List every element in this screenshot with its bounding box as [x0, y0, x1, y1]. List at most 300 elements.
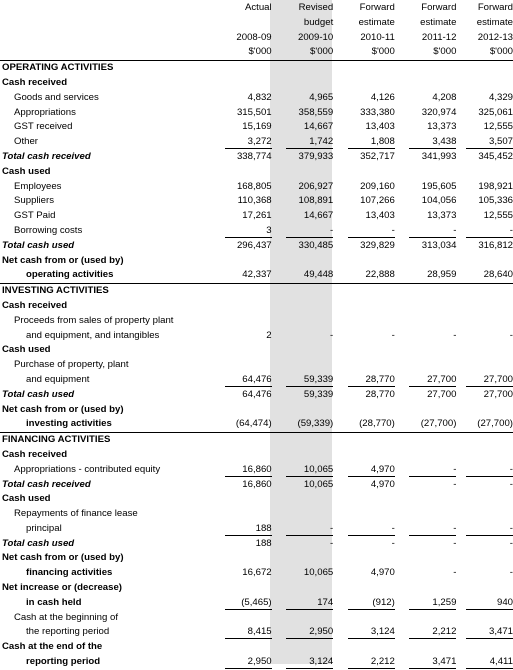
- cell-value: 195,605: [421, 180, 457, 192]
- cell-value: (64,474): [235, 418, 272, 430]
- value-cell: [210, 522, 272, 537]
- cell-value: 13,373: [427, 121, 457, 133]
- cell-value: 4,329: [488, 91, 513, 103]
- value-cell: [333, 299, 395, 314]
- value-cell: [333, 284, 395, 299]
- value-cell: [210, 581, 272, 596]
- cell-value: 940: [466, 596, 513, 610]
- value-cell: [456, 448, 513, 463]
- value-cell: [210, 388, 272, 403]
- value-cell: [395, 180, 457, 195]
- table-row: [0, 655, 513, 670]
- value-cell: [272, 566, 334, 581]
- cell-value: 325,061: [478, 106, 513, 118]
- cell-value: -: [453, 567, 457, 579]
- value-cell: [395, 224, 457, 239]
- value-cell: [333, 329, 395, 344]
- cell-value: -: [409, 224, 456, 238]
- table-row: [0, 180, 513, 195]
- cell-value: 107,266: [360, 195, 395, 207]
- value-cell: [395, 433, 457, 448]
- cell-value: 3: [225, 224, 272, 238]
- value-cell: [333, 403, 395, 418]
- cell-value: -: [466, 224, 513, 238]
- cell-value: 315,501: [236, 106, 272, 118]
- cell-value: 4,411: [466, 655, 513, 669]
- cell-value: 4,970: [370, 478, 395, 490]
- row-label: Employees: [14, 180, 62, 192]
- table-row: [0, 299, 513, 314]
- column-header-line2: [210, 16, 272, 31]
- value-cell: [272, 314, 334, 329]
- table-row: [0, 417, 513, 432]
- header-spacer: [0, 31, 210, 46]
- header-row: [0, 16, 513, 31]
- cell-value: (27,700): [477, 418, 513, 430]
- value-cell: [272, 61, 334, 76]
- cell-value: -: [509, 329, 513, 341]
- value-cell: [272, 551, 334, 566]
- value-cell: [333, 463, 395, 478]
- value-cell: [395, 463, 457, 478]
- cell-value: 3,507: [466, 135, 513, 149]
- table-row: [0, 106, 513, 121]
- table-row: [0, 135, 513, 150]
- value-cell: [272, 403, 334, 418]
- value-cell: [456, 492, 513, 507]
- value-cell: [272, 655, 334, 670]
- value-cell: [395, 581, 457, 596]
- cell-value: 2,950: [286, 625, 333, 639]
- value-cell: [456, 358, 513, 373]
- table-row: [0, 165, 513, 180]
- value-cell: [272, 417, 334, 432]
- table-row: [0, 581, 513, 596]
- column-header-line3: 2012-13: [477, 31, 513, 43]
- row-label: in cash held: [26, 596, 82, 608]
- value-cell: [456, 254, 513, 269]
- cell-value: 13,403: [365, 121, 395, 133]
- cell-value: 3,471: [409, 655, 456, 669]
- cell-value: 14,667: [303, 121, 334, 133]
- value-cell: [456, 551, 513, 566]
- cell-value: 28,770: [365, 388, 395, 400]
- row-label: Purchase of property, plant: [14, 359, 129, 371]
- table-row: [0, 150, 513, 165]
- table-row: [0, 194, 513, 209]
- cell-value: -: [453, 329, 457, 341]
- row-label: Goods and services: [14, 91, 99, 103]
- value-cell: [210, 640, 272, 655]
- value-cell: [395, 417, 457, 432]
- value-cell: [333, 194, 395, 209]
- cell-value: 174: [286, 596, 333, 610]
- value-cell: [272, 492, 334, 507]
- cell-value: -: [286, 522, 333, 536]
- value-cell: [333, 91, 395, 106]
- value-cell: [333, 537, 395, 552]
- value-cell: [456, 433, 513, 448]
- value-cell: [456, 106, 513, 121]
- header-spacer: [0, 45, 210, 60]
- cell-value: (5,465): [225, 596, 272, 610]
- cell-value: 64,476: [225, 373, 272, 387]
- cell-value: 338,774: [236, 150, 272, 162]
- row-label: and equipment: [26, 373, 90, 385]
- cell-value: 341,993: [421, 150, 457, 162]
- cell-value: 1,742: [286, 135, 333, 149]
- value-cell: [210, 135, 272, 150]
- value-cell: [456, 61, 513, 76]
- value-cell: [210, 507, 272, 522]
- value-cell: [395, 373, 457, 388]
- cell-value: 2: [266, 329, 272, 341]
- column-headers: [0, 1, 513, 61]
- value-cell: [333, 388, 395, 403]
- value-cell: [210, 596, 272, 611]
- cell-value: 13,373: [427, 210, 457, 222]
- value-cell: [456, 522, 513, 537]
- value-cell: [210, 625, 272, 640]
- value-cell: [333, 522, 395, 537]
- value-cell: [272, 388, 334, 403]
- value-cell: [210, 492, 272, 507]
- value-cell: [333, 551, 395, 566]
- cell-value: -: [466, 463, 513, 477]
- row-label: Cash used: [2, 165, 51, 177]
- row-label: GST received: [14, 121, 73, 133]
- value-cell: [272, 150, 334, 165]
- cell-value: 333,380: [360, 106, 395, 118]
- cell-value: 16,860: [225, 463, 272, 477]
- cell-value: -: [509, 567, 513, 579]
- row-label: Total cash used: [2, 537, 75, 549]
- value-cell: [272, 76, 334, 91]
- value-cell: [272, 625, 334, 640]
- value-cell: [395, 254, 457, 269]
- value-cell: [456, 329, 513, 344]
- row-label: Repayments of finance lease: [14, 508, 138, 520]
- column-header-line1: Revised: [298, 2, 334, 13]
- cell-value: 188: [225, 522, 272, 536]
- column-header-line2: estimate: [358, 16, 395, 28]
- table-row: [0, 91, 513, 106]
- row-label: Total cash received: [2, 150, 91, 162]
- value-cell: [395, 299, 457, 314]
- value-cell: [210, 433, 272, 448]
- table-row: [0, 76, 513, 91]
- value-cell: [395, 537, 457, 552]
- row-label: Cash at the end of the: [2, 641, 103, 653]
- value-cell: [456, 640, 513, 655]
- cell-value: 2,212: [409, 625, 456, 639]
- cell-value: 345,452: [478, 150, 513, 162]
- cell-value: 12,555: [483, 210, 513, 222]
- value-cell: [210, 150, 272, 165]
- value-cell: [333, 448, 395, 463]
- cell-value: 16,860: [242, 478, 272, 490]
- value-cell: [272, 433, 334, 448]
- value-cell: [333, 165, 395, 180]
- table-row: [0, 268, 513, 283]
- value-cell: [395, 268, 457, 283]
- value-cell: [333, 239, 395, 254]
- value-cell: [210, 224, 272, 239]
- value-cell: [395, 150, 457, 165]
- cell-value: 316,812: [478, 239, 513, 251]
- value-cell: [395, 448, 457, 463]
- cell-value: 49,448: [303, 269, 334, 281]
- cell-value: -: [453, 478, 457, 490]
- cell-value: 320,974: [421, 106, 457, 118]
- cell-value: 12,555: [483, 121, 513, 133]
- cell-value: 209,160: [360, 180, 395, 192]
- value-cell: [456, 150, 513, 165]
- value-cell: [272, 522, 334, 537]
- value-cell: [456, 566, 513, 581]
- cell-value: 3,438: [409, 135, 456, 149]
- table-row: [0, 388, 513, 403]
- value-cell: [210, 343, 272, 358]
- value-cell: [395, 522, 457, 537]
- cell-value: 1,808: [348, 135, 395, 149]
- value-cell: [210, 463, 272, 478]
- row-label: Total cash received: [2, 478, 91, 490]
- value-cell: [395, 61, 457, 76]
- table-row: [0, 566, 513, 581]
- cell-value: 59,339: [303, 388, 334, 400]
- value-cell: [395, 239, 457, 254]
- cell-value: 4,970: [370, 567, 395, 579]
- row-label: Proceeds from sales of property plant: [14, 314, 174, 326]
- value-cell: [333, 417, 395, 432]
- cell-value: 27,700: [409, 373, 456, 387]
- cell-value: 28,640: [483, 269, 513, 281]
- table-row: [0, 611, 513, 626]
- value-cell: [395, 314, 457, 329]
- row-label: Borrowing costs: [14, 224, 83, 236]
- column-header-line4: $'000: [433, 46, 457, 58]
- cell-value: -: [391, 329, 395, 341]
- value-cell: [333, 343, 395, 358]
- value-cell: [395, 551, 457, 566]
- value-cell: [333, 640, 395, 655]
- value-cell: [210, 239, 272, 254]
- value-cell: [456, 165, 513, 180]
- cell-value: 4,208: [432, 91, 457, 103]
- value-cell: [333, 655, 395, 670]
- value-cell: [456, 299, 513, 314]
- value-cell: [395, 611, 457, 626]
- value-cell: [210, 417, 272, 432]
- cell-value: 188: [255, 537, 272, 549]
- value-cell: [210, 91, 272, 106]
- value-cell: [395, 209, 457, 224]
- cell-value: -: [330, 329, 334, 341]
- row-label: Other: [14, 136, 38, 148]
- cell-value: 329,829: [360, 239, 395, 251]
- value-cell: [210, 61, 272, 76]
- cell-value: (912): [348, 596, 395, 610]
- cell-value: -: [348, 224, 395, 238]
- value-cell: [210, 180, 272, 195]
- value-cell: [395, 640, 457, 655]
- value-cell: [272, 209, 334, 224]
- value-cell: [456, 596, 513, 611]
- value-cell: [456, 463, 513, 478]
- value-cell: [456, 403, 513, 418]
- cell-value: (27,700): [420, 418, 457, 430]
- value-cell: [210, 373, 272, 388]
- value-cell: [456, 284, 513, 299]
- value-cell: [272, 239, 334, 254]
- value-cell: [272, 135, 334, 150]
- cell-value: 2,950: [225, 655, 272, 669]
- row-label: financing activities: [26, 567, 113, 579]
- value-cell: [333, 76, 395, 91]
- value-cell: [333, 358, 395, 373]
- cell-value: 198,921: [478, 180, 513, 192]
- value-cell: [395, 135, 457, 150]
- cell-value: 104,056: [421, 195, 457, 207]
- column-header-line4: $'000: [310, 46, 334, 58]
- value-cell: [456, 537, 513, 552]
- value-cell: [456, 373, 513, 388]
- value-cell: [272, 165, 334, 180]
- value-cell: [272, 507, 334, 522]
- value-cell: [333, 254, 395, 269]
- value-cell: [333, 566, 395, 581]
- value-cell: [456, 91, 513, 106]
- value-cell: [272, 329, 334, 344]
- value-cell: [395, 596, 457, 611]
- value-cell: [272, 120, 334, 135]
- row-label: Total cash used: [2, 239, 75, 251]
- value-cell: [333, 120, 395, 135]
- value-cell: [456, 655, 513, 670]
- cell-value: -: [409, 463, 456, 477]
- value-cell: [210, 254, 272, 269]
- column-header-line1: Forward: [359, 2, 395, 13]
- cell-value: 10,065: [303, 567, 334, 579]
- cell-value: 14,667: [303, 210, 334, 222]
- value-cell: [210, 165, 272, 180]
- cell-value: 27,700: [427, 388, 457, 400]
- cell-value: 8,415: [225, 625, 272, 639]
- table-row: [0, 463, 513, 478]
- table-row: [0, 61, 513, 76]
- cell-value: 15,169: [242, 121, 272, 133]
- cell-value: 13,403: [365, 210, 395, 222]
- row-label: Suppliers: [14, 195, 54, 207]
- row-label: Appropriations: [14, 106, 76, 118]
- cell-value: -: [453, 537, 457, 549]
- value-cell: [333, 581, 395, 596]
- cell-value: 352,717: [360, 150, 395, 162]
- cell-value: (59,339): [297, 418, 334, 430]
- table-row: [0, 596, 513, 611]
- row-label: Cash at the beginning of: [14, 611, 119, 623]
- value-cell: [333, 478, 395, 493]
- value-cell: [210, 268, 272, 283]
- cell-value: -: [509, 537, 513, 549]
- value-cell: [210, 76, 272, 91]
- row-label: Net cash from or (used by): [2, 552, 124, 564]
- value-cell: [456, 209, 513, 224]
- cell-value: 28,770: [348, 373, 395, 387]
- table-row: [0, 358, 513, 373]
- value-cell: [210, 551, 272, 566]
- table-row: [0, 448, 513, 463]
- value-cell: [210, 120, 272, 135]
- value-cell: [395, 106, 457, 121]
- row-label: INVESTING ACTIVITIES: [0, 284, 210, 299]
- row-label: Net cash from or (used by): [2, 403, 124, 415]
- value-cell: [456, 268, 513, 283]
- column-header-line4: $'000: [371, 46, 395, 58]
- row-label: FINANCING ACTIVITIES: [0, 433, 210, 448]
- value-cell: [272, 596, 334, 611]
- value-cell: [333, 209, 395, 224]
- value-cell: [210, 611, 272, 626]
- value-cell: [395, 358, 457, 373]
- value-cell: [395, 625, 457, 640]
- table-row: [0, 343, 513, 358]
- value-cell: [333, 625, 395, 640]
- value-cell: [272, 180, 334, 195]
- value-cell: [210, 299, 272, 314]
- value-cell: [333, 61, 395, 76]
- row-label: reporting period: [26, 656, 101, 668]
- row-label: GST Paid: [14, 210, 56, 222]
- value-cell: [272, 448, 334, 463]
- column-header-line1: Actual: [244, 2, 272, 13]
- value-cell: [395, 492, 457, 507]
- value-cell: [395, 165, 457, 180]
- table-row: [0, 625, 513, 640]
- value-cell: [395, 194, 457, 209]
- value-cell: [210, 566, 272, 581]
- value-cell: [395, 566, 457, 581]
- cell-value: 16,672: [242, 567, 272, 579]
- cell-value: 313,034: [421, 239, 457, 251]
- cell-value: 1,259: [409, 596, 456, 610]
- value-cell: [272, 91, 334, 106]
- column-header-line1: Forward: [421, 2, 457, 13]
- value-cell: [395, 388, 457, 403]
- value-cell: [333, 180, 395, 195]
- value-cell: [333, 611, 395, 626]
- header-row: [0, 45, 513, 60]
- cell-value: -: [509, 478, 513, 490]
- table-row: [0, 224, 513, 239]
- cell-value: 3,124: [348, 625, 395, 639]
- cell-value: 22,888: [365, 269, 395, 281]
- header-spacer: [0, 16, 210, 31]
- column-header-line4: $'000: [489, 46, 513, 58]
- value-cell: [210, 106, 272, 121]
- cell-value: 379,933: [298, 150, 334, 162]
- value-cell: [456, 120, 513, 135]
- row-label: OPERATING ACTIVITIES: [0, 61, 210, 76]
- value-cell: [333, 492, 395, 507]
- table-row: [0, 254, 513, 269]
- row-label: Cash received: [2, 448, 68, 460]
- value-cell: [210, 358, 272, 373]
- table-row: [0, 120, 513, 135]
- value-cell: [333, 596, 395, 611]
- cell-value: -: [466, 522, 513, 536]
